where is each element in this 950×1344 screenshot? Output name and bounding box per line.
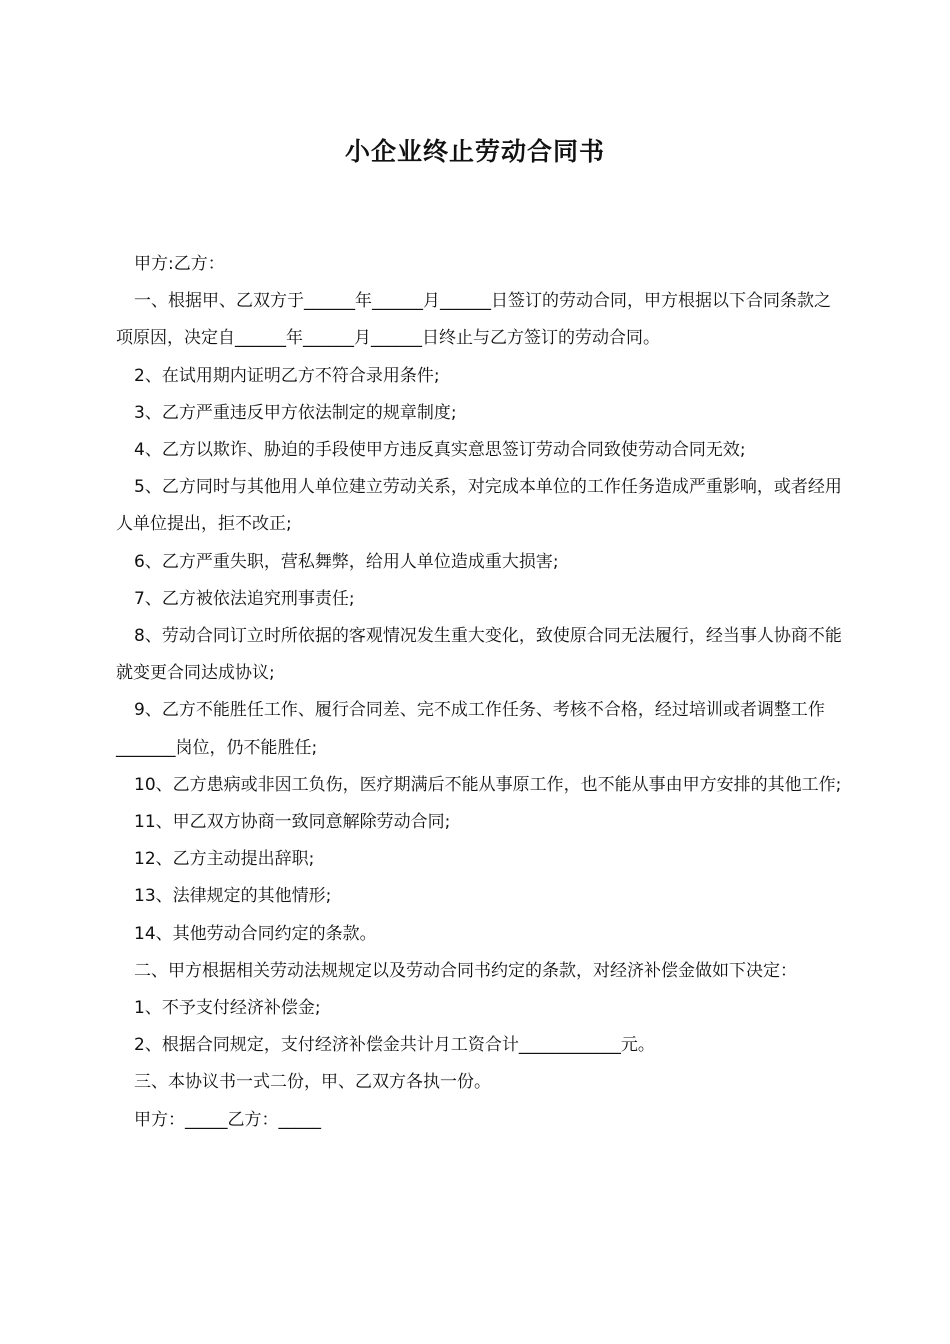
clause-3: 三、本协议书一式二份，甲、乙双方各执一份。: [134, 1072, 491, 1093]
compensation-item-1: 1、不予支付经济补偿金;: [134, 998, 321, 1019]
item-13: 13、法律规定的其他情形;: [134, 886, 332, 907]
document-body: [116, 246, 846, 1139]
clause-2: 二、甲方根据相关劳动法规规定以及劳动合同书约定的条款，对经济补偿金做如下决定：: [134, 960, 797, 981]
party-line: 甲方:乙方：: [134, 254, 225, 274]
document-title: 小企业终止劳动合同书: [344, 137, 605, 166]
item-14: 14、其他劳动合同约定的条款。: [134, 923, 377, 944]
compensation-item-2: 2、根据合同规定，支付经济补偿金共计月工资合计____________元。: [134, 1035, 655, 1056]
item-8: 8、劳动合同订立时所依据的客观情况发生重大变化，致使原合同无法履行，经当事人协商不能就变更合同达成协议;: [116, 626, 842, 684]
item-3: 3、乙方严重违反甲方依法制定的规章制度;: [134, 402, 457, 423]
signature-line: 甲方：_____乙方：_____: [134, 1109, 321, 1130]
item-7: 7、乙方被依法追究刑事责任;: [134, 588, 355, 609]
item-11: 11、甲乙双方协商一致同意解除劳动合同;: [134, 812, 451, 833]
item-2: 2、在试用期内证明乙方不符合录用条件;: [134, 365, 440, 386]
clause-1: 一、根据甲、乙双方于______年______月______日签订的劳动合同，甲方根据以下合同条款之项原因，决定自______年______月______日终止与乙方签订的劳动合同。: [116, 291, 831, 349]
item-10: 10、乙方患病或非因工负伤，医疗期满后不能从事原工作，也不能从事由甲方安排的其他工作;: [134, 774, 842, 795]
item-4: 4、乙方以欺诈、胁迫的手段使甲方违反真实意思签订劳动合同致使劳动合同无效;: [134, 440, 746, 461]
item-12: 12、乙方主动提出辞职;: [134, 849, 315, 870]
item-9: 9、乙方不能胜任工作、履行合同差、完不成工作任务、考核不合格，经过培训或者调整工作_______岗位，仍不能胜任;: [116, 700, 825, 758]
item-5: 5、乙方同时与其他用人单位建立劳动关系，对完成本单位的工作任务造成严重影响，或者经用人单位提出，拒不改正;: [116, 477, 842, 535]
item-6: 6、乙方严重失职，营私舞弊，给用人单位造成重大损害;: [134, 551, 559, 572]
